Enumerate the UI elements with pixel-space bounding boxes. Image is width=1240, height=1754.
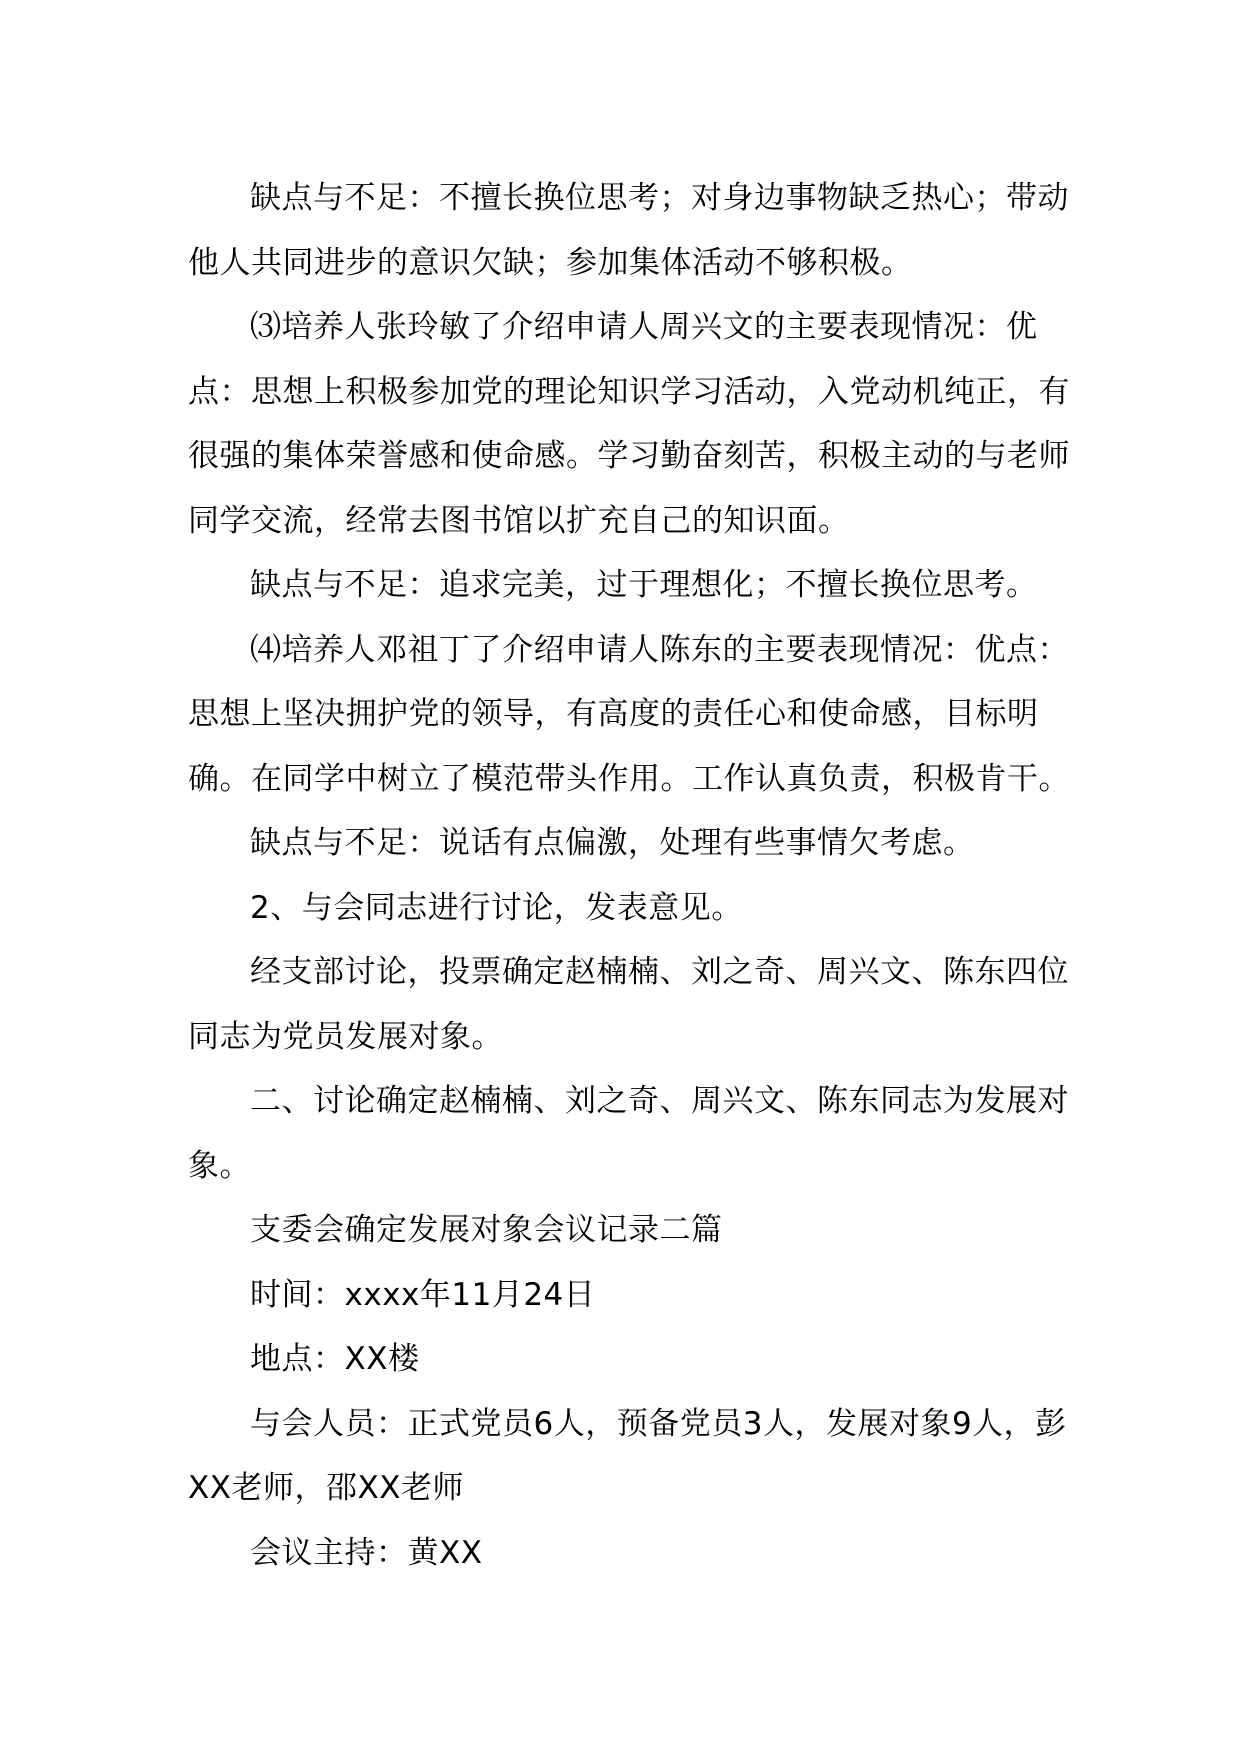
paragraph-zhou-xingwen-report: ⑶培养人张玲敏了介绍申请人周兴文的主要表现情况：优点：思想上积极参加党的理论知识学习活动，入党动机纯正，有很强的集体荣誉感和使命感。学习勤奋刻苦，积极主动的与老师同学交流，经常去图书馆以扩充自己的知识面。 <box>188 309 1070 539</box>
paragraph-discussion: 2、与会同志进行讨论，发表意见。 <box>250 889 743 926</box>
paragraph-attendees: 与会人员：正式党员6人，预备党员3人，发展对象9人，彭XX老师，邵XX老师 <box>188 1405 1067 1506</box>
paragraph-meeting-time: 时间：xxxx年11月24日 <box>250 1276 596 1313</box>
paragraph-section-two: 二、讨论确定赵楠楠、刘之奇、周兴文、陈东同志为发展对象。 <box>188 1083 1069 1184</box>
document-body <box>188 166 1088 1585</box>
paragraph-vote-result: 经支部讨论，投票确定赵楠楠、刘之奇、周兴文、陈东四位同志为党员发展对象。 <box>188 954 1069 1055</box>
paragraph-host: 会议主持：黄XX <box>250 1534 483 1571</box>
paragraph-record-title: 支委会确定发展对象会议记录二篇 <box>250 1212 723 1248</box>
paragraph-shortcomings-3: 缺点与不足：说话有点偏激，处理有些事情欠考虑。 <box>250 825 975 861</box>
paragraph-shortcomings-1: 缺点与不足：不擅长换位思考；对身边事物缺乏热心；带动他人共同进步的意识欠缺；参加集体活动不够积极。 <box>188 180 1069 281</box>
paragraph-shortcomings-2: 缺点与不足：追求完美，过于理想化；不擅长换位思考。 <box>250 567 1038 603</box>
paragraph-chen-dong-report: ⑷培养人邓祖丁了介绍申请人陈东的主要表现情况：优点：思想上坚决拥护党的领导，有高度的责任心和使命感，目标明确。在同学中树立了模范带头作用。工作认真负责，积极肯干。 <box>188 631 1070 797</box>
paragraph-meeting-location: 地点：XX楼 <box>250 1341 420 1377</box>
